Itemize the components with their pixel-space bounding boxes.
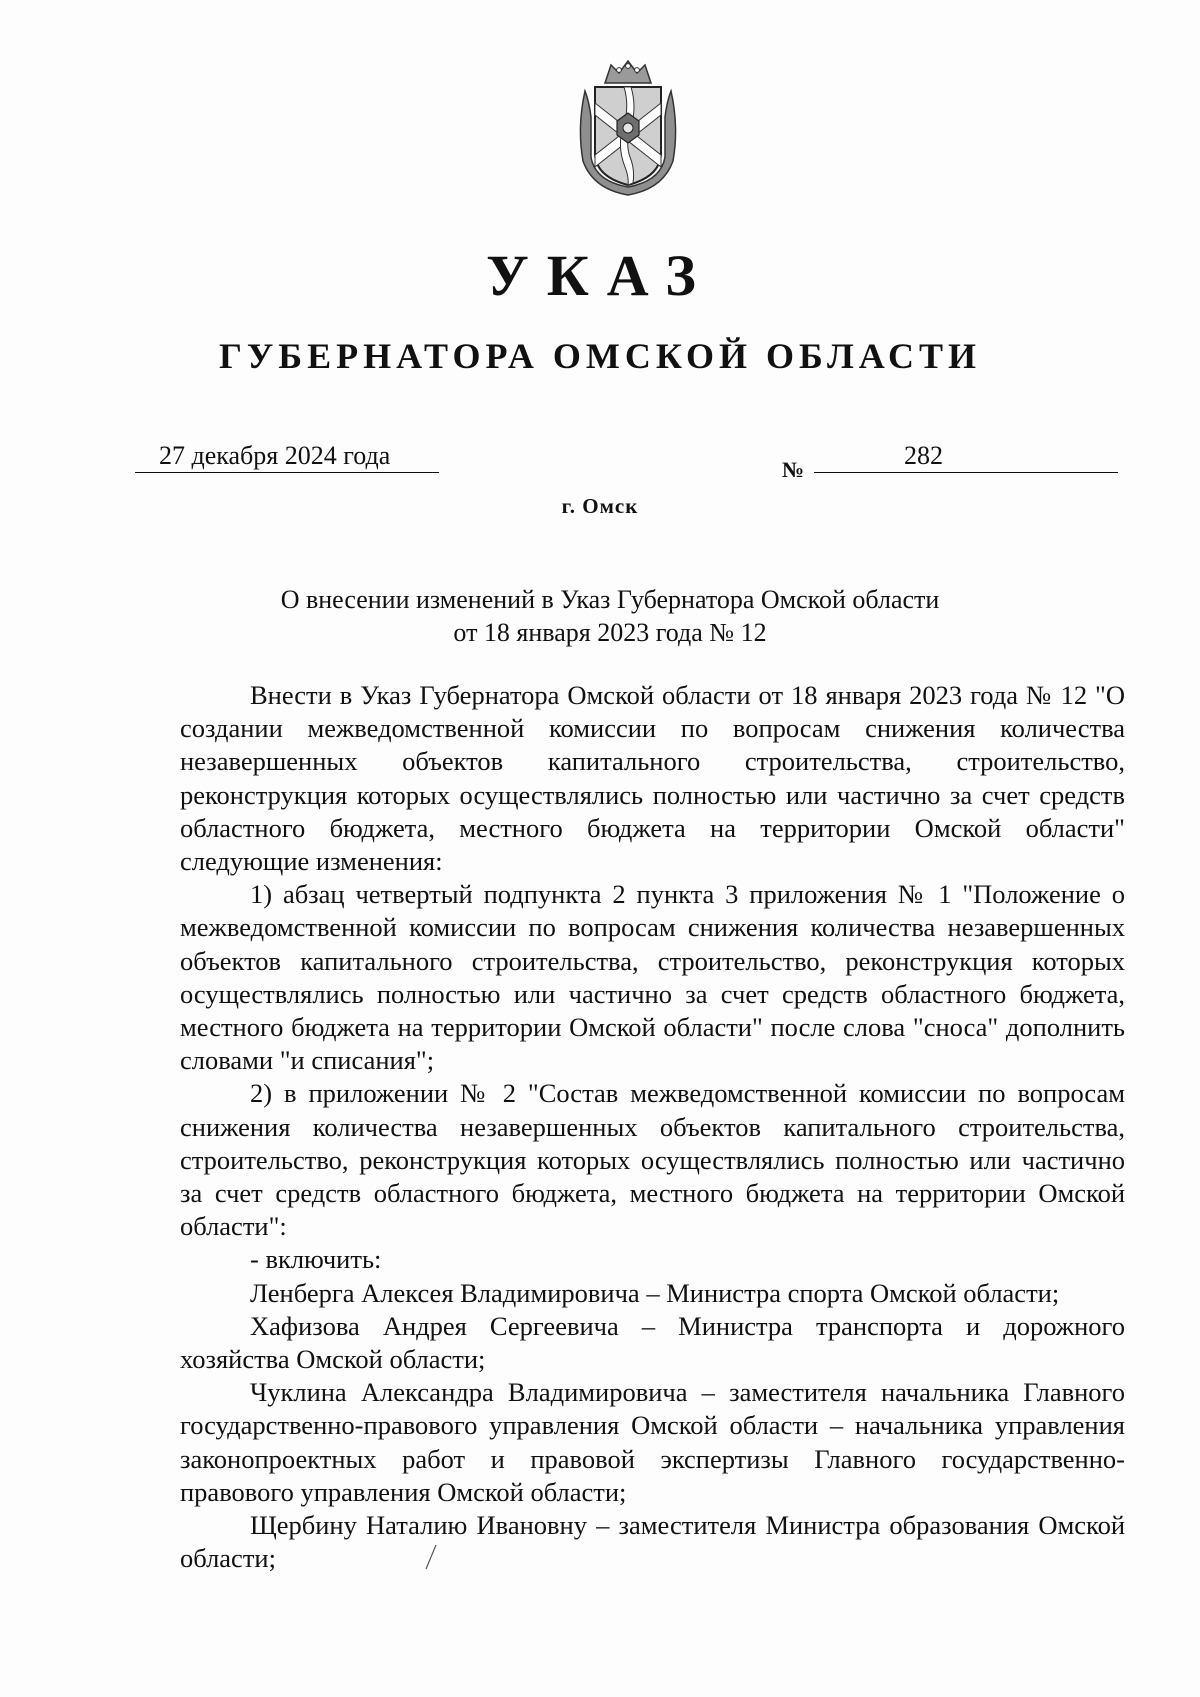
document-number: 282 (904, 441, 943, 470)
body-paragraph: Чуклина Александра Владимировича – заместителя начальника Главного государственно-правового управления Омской области – начальника управления законопроектных работ и правовой экспертизы Главного государственно-правового управления Омской области; (180, 1377, 1125, 1507)
pen-mark (424, 1543, 438, 1571)
body-paragraph: Внести в Указ Губернатора Омской области от 18 января 2023 года № 12 "О создании межведомственной комиссии по вопросам снижения количества незавершенных объектов капитального строительства, строительство, реконструкция которых осуществлялись полностью или частично за счет средств областного бюджета, местного бюджета на территории Омской области" следующие изменения: (180, 680, 1125, 877)
body-paragraph: Хафизова Андрея Сергеевича – Министра транспорта и дорожного хозяйства Омской области; (180, 1310, 1125, 1375)
number-label: № (782, 457, 805, 482)
document-body (180, 679, 1125, 1575)
city-label: г. Омск (561, 494, 639, 518)
document-heading (140, 583, 1080, 649)
body-paragraph: Щербину Наталию Ивановну – заместителя Министра образования Омской области; (180, 1510, 1125, 1574)
document-subtitle: ГУБЕРНАТОРА ОМСКОЙ ОБЛАСТИ (218, 336, 982, 376)
date-field (135, 441, 439, 473)
omsk-coat-of-arms-icon (575, 57, 681, 197)
heading-line-1: О внесении изменений в Указ Губернатора Омской области (280, 585, 940, 614)
number-field (814, 441, 1118, 473)
heading-line-2: от 18 января 2023 года № 12 (453, 618, 767, 647)
document-title: УКАЗ (486, 243, 714, 308)
document-date: 27 декабря 2024 года (159, 441, 391, 470)
body-paragraph: Ленберга Алексея Владимировича – Министра спорта Омской области; (250, 1277, 1060, 1308)
body-paragraph: 2) в приложении № 2 "Состав межведомственной комиссии по вопросам снижения количества незавершенных объектов капитального строительства, строительство, реконструкция которых осуществлялись полностью или частично за счет средств областного бюджета, местного бюджета на территории Омской области": (180, 1078, 1125, 1242)
body-paragraph: - включить: (250, 1244, 382, 1275)
body-paragraph: 1) абзац четвертый подпункта 2 пункта 3 приложения № 1 "Положение о межведомственной комиссии по вопросам снижения количества незавершенных объектов капитального строительства, строительство, реконструкция которых осуществлялись полностью или частично за счет средств областного бюджета, местного бюджета на территории Омской области" после слова "сноса" дополнить словами "и списания"; (180, 879, 1125, 1076)
